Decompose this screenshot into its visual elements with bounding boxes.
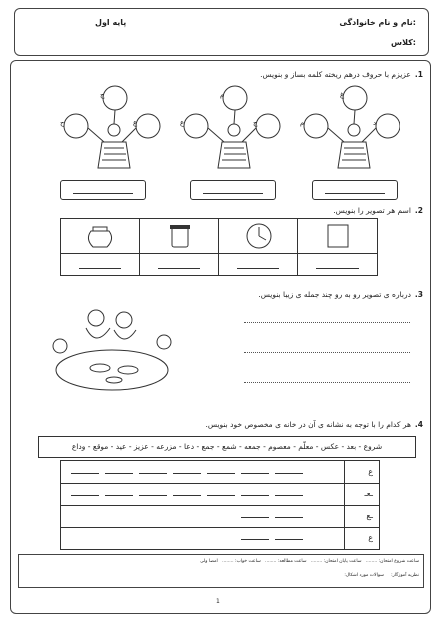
picture-cell-pot: [61, 219, 140, 275]
grade-title: پایه اول: [95, 18, 127, 27]
clown-letters: [52, 84, 412, 144]
grid-letter: ع: [368, 533, 373, 542]
answer-line[interactable]: [237, 268, 279, 269]
answer-dash[interactable]: [105, 473, 133, 474]
answer-dash[interactable]: [173, 473, 201, 474]
answer-dash[interactable]: [71, 495, 99, 496]
pot-icon: [61, 219, 140, 253]
footer-box: [18, 554, 424, 588]
question-4-number: 4.: [414, 420, 423, 429]
sleep-time-label: ساعت خواب: ........: [222, 559, 261, 564]
grid-divider: [344, 461, 345, 549]
answer-line[interactable]: [79, 268, 121, 269]
grid-row: [61, 527, 379, 549]
grid-row: [61, 505, 379, 528]
writing-line-2[interactable]: [244, 352, 410, 353]
picture-cell-clock: [219, 219, 298, 275]
grid-row: [61, 461, 379, 484]
question-1: [260, 70, 423, 79]
question-1-number: 1.: [414, 70, 423, 79]
bubble-letter: د: [373, 119, 377, 127]
picture-cell-square: [298, 219, 377, 275]
class-label: کلاس:: [391, 38, 416, 47]
answer-dash[interactable]: [275, 517, 303, 518]
answer-dash[interactable]: [139, 473, 167, 474]
answer-dash[interactable]: [173, 495, 201, 496]
footer-row-2: [344, 573, 419, 578]
question-4-text: هر کدام را با توجه به نشانه ی آن در خانه ی مخصوص خود بنویس.: [205, 420, 411, 429]
difficult-questions-label: سوالات مورد اشکال:: [344, 573, 384, 578]
family-dinner-image: [40, 298, 190, 398]
bubble-letter: غ: [340, 91, 345, 99]
answer-dash[interactable]: [105, 495, 133, 496]
bubble-letter: ع: [180, 119, 185, 127]
answer-dash[interactable]: [207, 473, 235, 474]
answer-dash[interactable]: [241, 517, 269, 518]
bubble-letter: ح: [60, 119, 65, 127]
bubble-letter: ج: [100, 91, 105, 99]
answer-dash[interactable]: [139, 495, 167, 496]
question-2-number: 2.: [414, 206, 423, 215]
answer-dash[interactable]: [275, 495, 303, 496]
writing-line-3[interactable]: [244, 382, 410, 383]
answer-dash[interactable]: [241, 539, 269, 540]
header-box: [14, 8, 429, 56]
question-2: [333, 206, 423, 215]
answer-box-1[interactable]: [60, 180, 146, 200]
answer-dash[interactable]: [241, 473, 269, 474]
letter-grid: [60, 460, 380, 550]
bubble-letter: م: [220, 91, 225, 99]
parent-signature-label: امضا ولی: [200, 559, 218, 564]
question-3: [258, 290, 423, 299]
question-2-text: اسم هر تصویر را بنویس.: [333, 206, 411, 215]
teacher-note-label: نظریه آموزگار:: [391, 573, 419, 578]
table-divider: [61, 253, 377, 254]
page-number: 1: [216, 598, 220, 605]
bubble-letter: ع: [133, 119, 138, 127]
picture-table: [60, 218, 378, 276]
word-bank: شروع - بعد - عکس - معلّم - معصوم - جمعه - شمع - جمع - دعا - مزرعه - عزیز - عید - موقع - وداع: [38, 436, 416, 458]
grid-letter: ـعـ: [364, 489, 373, 498]
bubble-letter: م: [300, 119, 305, 127]
answer-dash[interactable]: [207, 495, 235, 496]
answer-box-2[interactable]: [190, 180, 276, 200]
end-time-label: ساعت پایان امتحان: ........: [310, 559, 362, 564]
question-1-text: عزیزم با حروف درهم ریخته کلمه بساز و بنویس.: [260, 70, 411, 79]
grid-letter: ـع: [366, 511, 373, 520]
footer-row-1: [200, 559, 419, 564]
grid-row: [61, 483, 379, 506]
question-4: [206, 420, 424, 429]
bubble-letter: ج: [253, 119, 258, 127]
start-time-label: ساعت شروع امتحان: ........: [365, 559, 419, 564]
grade-label: نام و نام خانوادگی:: [339, 18, 416, 27]
picture-cell-jar: [140, 219, 219, 275]
answer-dash[interactable]: [275, 539, 303, 540]
answer-dash[interactable]: [71, 473, 99, 474]
answer-line[interactable]: [316, 268, 359, 269]
study-time-label: ساعت مطالعه: ........: [265, 559, 307, 564]
jar-icon: [140, 219, 219, 253]
question-3-number: 3.: [414, 290, 423, 299]
answer-dash[interactable]: [275, 473, 303, 474]
writing-line-1[interactable]: [244, 322, 410, 323]
grid-letter: ع: [368, 467, 373, 476]
question-3-text: درباره ی تصویر رو به رو چند جمله ی زیبا بنویس.: [258, 290, 411, 299]
answer-line[interactable]: [158, 268, 200, 269]
square-icon: [298, 219, 377, 253]
answer-box-3[interactable]: [312, 180, 398, 200]
clock-icon: [219, 219, 298, 253]
answer-dash[interactable]: [241, 495, 269, 496]
